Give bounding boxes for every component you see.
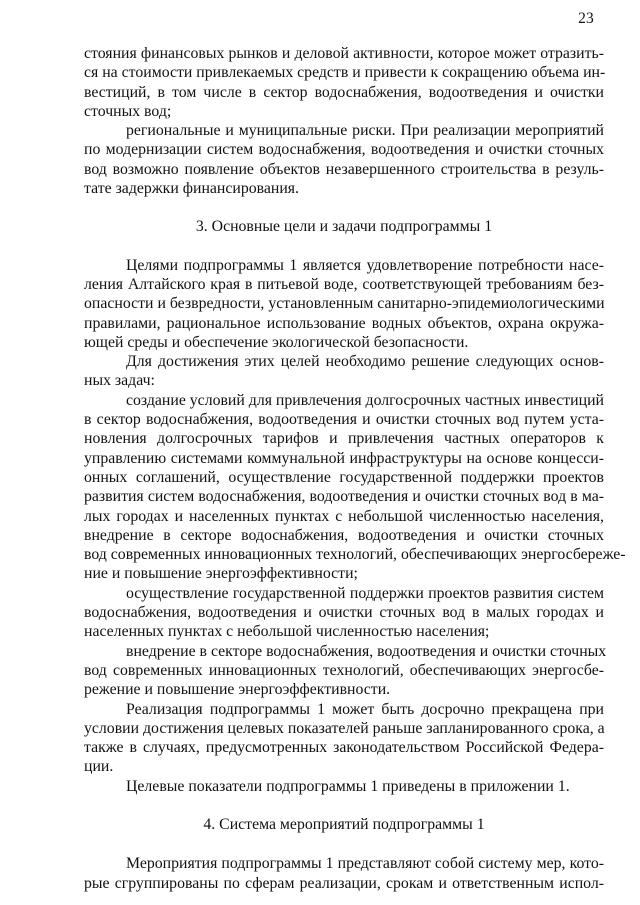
text-line: осуществление государственной поддержки проектов развития систем bbox=[126, 584, 604, 602]
text-line: вестиций, в том числе в сектор водоснабжения, водоотведения и очистки bbox=[84, 83, 604, 101]
text-line: условии достижения целевых показателей раньше запланированного срока, а bbox=[84, 719, 605, 737]
text-line: внедрение в секторе водоснабжения, водоотведения и очистки сточных bbox=[126, 642, 607, 660]
section-heading: 4. Система мероприятий подпрограммы 1 bbox=[203, 815, 485, 833]
section-heading: 3. Основные цели и задачи подпрограммы 1 bbox=[195, 218, 493, 236]
text-line: лых городах и населенных пунктах с небольшой численностью населения, bbox=[84, 507, 604, 525]
spacer bbox=[84, 198, 604, 217]
text-line: ных задач: bbox=[84, 372, 155, 390]
text-line: населенных пунктах с небольшой численностью населения; bbox=[84, 623, 490, 641]
text-line: ющей среды и обеспечение экологической безопасности. bbox=[84, 333, 469, 351]
spacer bbox=[84, 237, 604, 256]
text-line: Мероприятия подпрограммы 1 представляют собой систему мер, кото- bbox=[126, 855, 604, 873]
document-body bbox=[84, 44, 626, 893]
text-line: региональные и муниципальные риски. При реализации мероприятий bbox=[126, 122, 604, 140]
text-line: вод возможно появление объектов незавершенного строительства в резуль- bbox=[84, 160, 604, 178]
spacer bbox=[84, 834, 604, 854]
text-line: режение и повышение энергоэффективности. bbox=[84, 681, 391, 699]
text-line: правилами, рациональное использование водных объектов, охрана окружа- bbox=[84, 314, 604, 332]
text-line: новления долгосрочных тарифов и привлечения частных операторов к bbox=[84, 430, 604, 448]
text-line: тате задержки финансирования. bbox=[84, 180, 300, 198]
text-line: Целями подпрограммы 1 является удовлетворение потребности насе- bbox=[126, 256, 604, 274]
page-number: 23 bbox=[578, 10, 594, 27]
text-line: вод современных инновационных технологий, обеспечивающих энергосбе- bbox=[84, 661, 604, 679]
text-line: вод современных инновационных технологий, обеспечивающих энергосбереже- bbox=[84, 546, 626, 564]
text-line: водоснабжения, водоотведения и очистки сточных вод в малых городах и bbox=[84, 604, 604, 622]
text-line: развития систем водоснабжения, водоотведения и очистки сточных вод в ма- bbox=[84, 488, 604, 506]
text-line: управлению системами коммунальной инфраструктуры на основе концесси- bbox=[84, 449, 604, 467]
text-line: онных соглашений, осуществление государственной поддержки проектов bbox=[84, 468, 604, 486]
text-line: ся на стоимости привлекаемых средств и привести к сокращению объема ин- bbox=[84, 64, 606, 82]
text-line: Целевые показатели подпрограммы 1 приведены в приложении 1. bbox=[126, 777, 570, 795]
text-line: создание условий для привлечения долгосрочных частных инвестиций bbox=[126, 391, 605, 409]
text-line: опасности и безвредности, установленным санитарно-эпидемиологическими bbox=[84, 295, 605, 313]
text-line: Для достижения этих целей необходимо решение следующих основ- bbox=[126, 353, 604, 371]
text-line: Реализация подпрограммы 1 может быть досрочно прекращена при bbox=[126, 700, 604, 718]
text-line: стояния финансовых рынков и деловой активности, которое может отразить- bbox=[84, 45, 604, 62]
text-line: по модернизации систем водоснабжения, водоотведения и очистки сточных bbox=[84, 141, 604, 159]
text-line: также в случаях, предусмотренных законодательством Российской Федера- bbox=[84, 739, 604, 757]
text-line: в сектор водоснабжения, водоотведения и очистки сточных вод путем уста- bbox=[84, 411, 604, 429]
text-line: ления Алтайского края в питьевой воде, соответствующей требованиям без- bbox=[84, 275, 604, 293]
text-line: внедрение в секторе водоснабжения, водоотведения и очистки сточных bbox=[84, 526, 604, 544]
text-line: рые сгруппированы по сферам реализации, срокам и ответственным испол- bbox=[84, 874, 604, 892]
text-line: ции. bbox=[84, 758, 114, 776]
text-line: сточных вод; bbox=[84, 102, 172, 120]
text-line: ние и повышение энергоэффективности; bbox=[84, 565, 358, 583]
spacer bbox=[84, 796, 604, 815]
